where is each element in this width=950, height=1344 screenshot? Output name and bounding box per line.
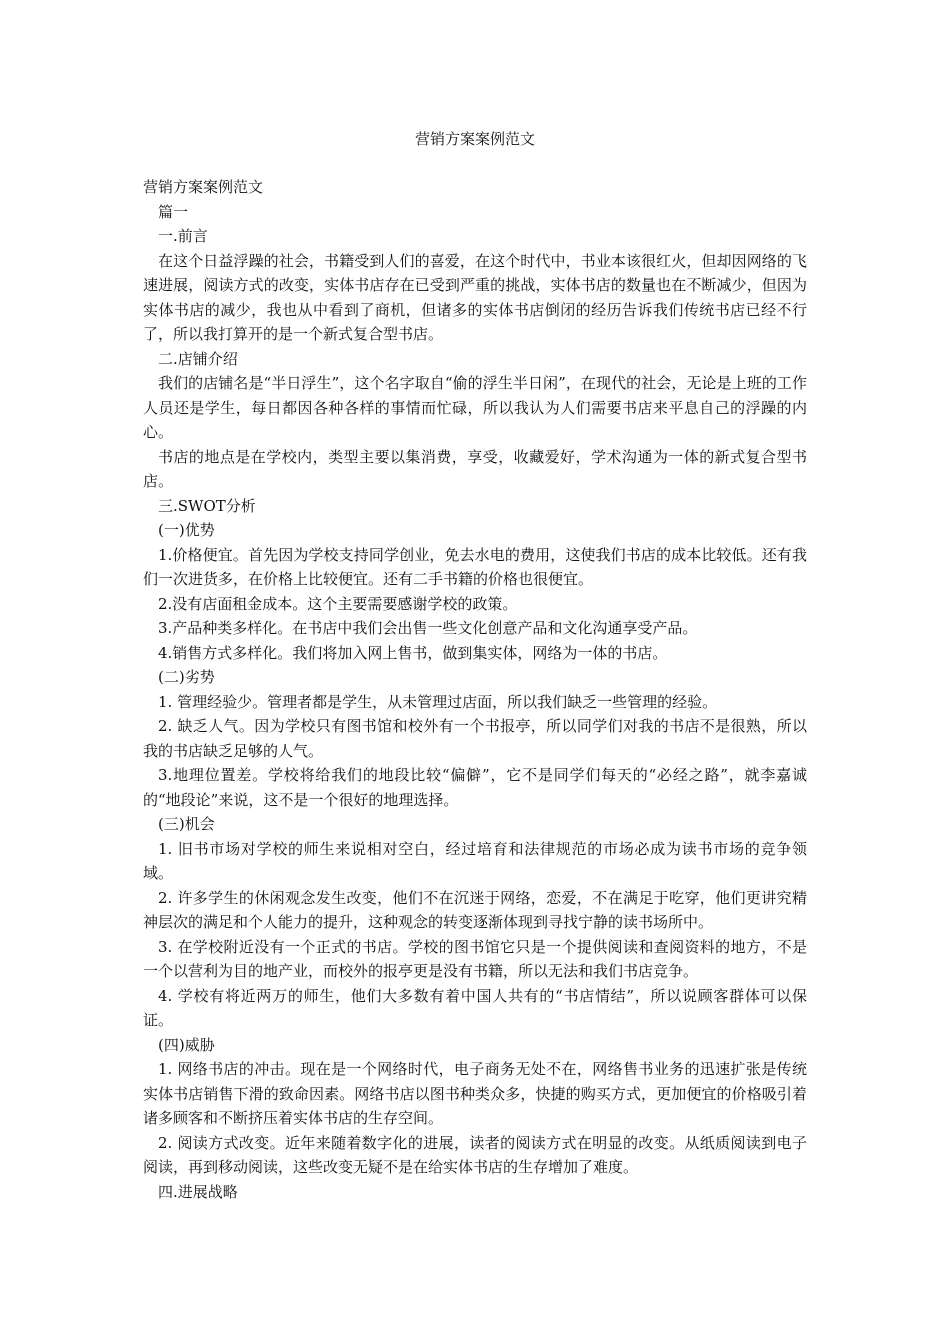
paragraph-weakness-1: 1. 管理经验少。管理者都是学生，从未管理过店面，所以我们缺乏一些管理的经验。 <box>158 692 718 711</box>
subsection-heading-weaknesses: (二)劣势 <box>158 668 215 686</box>
paragraph-threat-2: 2. 阅读方式改变。近年来随着数字化的进展，读者的阅读方式在明显的改变。从纸质阅读到电子阅读，再到移动阅读，这些改变无疑不是在给实体书店的生存增加了难度。 <box>143 1133 807 1176</box>
paragraph-threat-1: 1. 网络书店的冲击。现在是一个网络时代，电子商务无处不在，网络售书业务的迅速扩张是传统实体书店销售下滑的致命因素。网络书店以图书种类众多，快捷的购买方式，更加便宜的价格吸引着诸多顾客和不断挤压着实体书店的生存空间。 <box>143 1060 807 1127</box>
paragraph-weakness-3: 3.地理位置差。学校将给我们的地段比较“偏僻”，它不是同学们每天的“必经之路”，就李嘉诚的“地段论”来说，这不是一个很好的地理选择。 <box>143 766 807 809</box>
subsection-heading-strengths: (一)优势 <box>158 521 215 539</box>
paragraph-shop-name: 我们的店铺名是“半日浮生”，这个名字取自“偷的浮生半日闲”，在现代的社会，无论是上班的工作人员还是学生，每日都因各种各样的事情而忙碌，所以我认为人们需要书店来平息自己的浮躁的内心。 <box>143 374 807 441</box>
paragraph-intro: 在这个日益浮躁的社会，书籍受到人们的喜爱，在这个时代中，书业本该很红火，但却因网络的飞速进展，阅读方式的改变，实体书店存在已受到严重的挑战，实体书店的数量也在不断减少，但因为实体书店的减少，我也从中看到了商机，但诸多的实体书店倒闭的经历告诉我们传统书店已经不行了，所以我打算开的是一个新式复合型书店。 <box>143 251 807 343</box>
paragraph-strength-3: 3.产品种类多样化。在书店中我们会出售一些文化创意产品和文化沟通享受产品。 <box>158 619 698 637</box>
paragraph-strength-1: 1.价格便宜。首先因为学校支持同学创业，免去水电的费用，这使我们书店的成本比较低。还有我们一次进货多，在价格上比较便宜。还有二手书籍的价格也很便宜。 <box>143 545 807 588</box>
part-label: 篇一 <box>158 202 189 221</box>
document-title: 营销方案案例范文 <box>414 130 535 148</box>
paragraph-opportunity-1: 1. 旧书市场对学校的师生来说相对空白，经过培育和法律规范的市场必成为读书市场的竞争领域。 <box>143 839 807 882</box>
paragraph-opportunity-3: 3. 在学校附近没有一个正式的书店。学校的图书馆它只是一个提供阅读和查阅资料的地方，不是一个以营利为目的地产业，而校外的报亭更是没有书籍，所以无法和我们书店竞争。 <box>143 937 807 980</box>
paragraph-shop-location: 书店的地点是在学校内，类型主要以集消费，享受，收藏爱好，学术沟通为一体的新式复合型书店。 <box>143 447 807 490</box>
section-heading-strategy: 四.进展战略 <box>158 1182 238 1201</box>
subsection-heading-opportunities: (三)机会 <box>158 815 215 833</box>
paragraph-strength-4: 4.销售方式多样化。我们将加入网上售书，做到集实体，网络为一体的书店。 <box>158 643 668 662</box>
subsection-heading-threats: (四)威胁 <box>158 1035 215 1054</box>
body-heading: 营销方案案例范文 <box>143 178 264 196</box>
paragraph-strength-2: 2.没有店面租金成本。这个主要需要感谢学校的政策。 <box>158 594 518 613</box>
section-heading-intro: 一.前言 <box>158 227 208 245</box>
paragraph-weakness-2: 2. 缺乏人气。因为学校只有图书馆和校外有一个书报亭，所以同学们对我的书店不是很熟，所以我的书店缺乏足够的人气。 <box>143 717 807 760</box>
paragraph-opportunity-4: 4. 学校有将近两万的师生，他们大多数有着中国人共有的“书店情结”，所以说顾客群体可以保证。 <box>143 986 807 1029</box>
document-body <box>143 175 807 1204</box>
section-heading-swot: 三.SWOT分析 <box>158 496 256 515</box>
section-heading-shop: 二.店铺介绍 <box>158 349 238 368</box>
paragraph-opportunity-2: 2. 许多学生的休闲观念发生改变，他们不在沉迷于网络，恋爱，不在满足于吃穿，他们更讲究精神层次的满足和个人能力的提升，这种观念的转变逐渐体现到寻找宁静的读书场所中。 <box>143 888 807 931</box>
